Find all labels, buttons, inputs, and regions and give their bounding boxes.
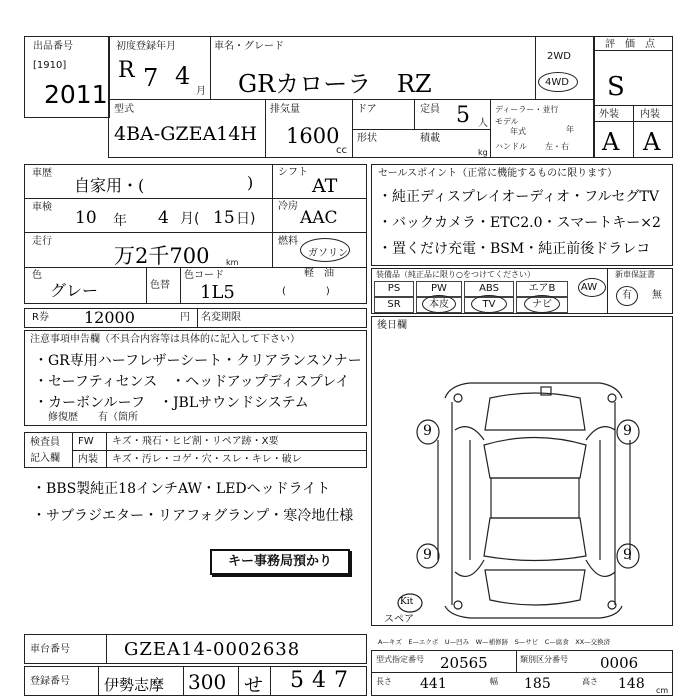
reg-label: 登録番号: [30, 676, 70, 687]
capacity-value: 5: [456, 103, 470, 128]
reg-class: 300: [188, 670, 227, 694]
shift-label: シフト: [278, 167, 308, 178]
remarks-in-items: キズ・汚レ・コゲ・穴・スレ・キレ・破レ: [112, 454, 302, 465]
score-label: 評価点: [605, 39, 665, 50]
interior-value: A: [643, 128, 661, 156]
damage-legend: A—キズ E—エクボ U—凹み W—補修跡 S—サビ C—腐食 XX—交換済: [378, 638, 611, 646]
fuel-paren: ( ): [282, 286, 330, 297]
notes-line-1: ・GR専用ハーフレザーシート・クリアランスソナー: [34, 353, 362, 369]
equip-sr: SR: [374, 297, 414, 313]
length-label: 長さ: [376, 677, 392, 686]
load-label: 積載: [420, 133, 440, 144]
equip-tv-circle: [471, 295, 507, 313]
recycle-value: 12000: [84, 308, 135, 327]
back-area-box: [371, 316, 673, 626]
mileage-label: 走行: [32, 236, 52, 247]
spare-value: Kit: [400, 597, 414, 607]
fuel-gasoline: ガソリン: [308, 248, 348, 259]
equip-leather: 本皮: [416, 297, 462, 313]
model-value: 4BA-GZEA14H: [114, 123, 257, 145]
lot-number: 2011: [44, 80, 108, 109]
notes-label: 注意事項申告欄（不具合内容等は具体的に記入して下さい）: [30, 334, 300, 345]
sales-point-line-2: ・バックカメラ・ETC2.0・スマートキー×2: [378, 215, 661, 231]
equip-aw-circle: [578, 278, 606, 297]
drive-4wd: 4WD: [545, 77, 569, 88]
mileage-value: 万2千700: [114, 244, 210, 268]
reg-number: 547: [290, 668, 356, 693]
drive-2wd: 2WD: [547, 51, 571, 62]
lot-label: 出品番号: [33, 41, 73, 52]
width-value: 185: [524, 676, 551, 692]
height-label: 高さ: [582, 677, 598, 686]
model-year-label-2: 年式: [510, 127, 526, 136]
width-label: 幅: [490, 677, 498, 686]
displacement-value: 1600: [286, 124, 340, 148]
tire-rear-right: 9: [623, 547, 632, 563]
new-warranty-label: 新車保証書: [615, 270, 655, 279]
ac-label: 冷房: [278, 201, 298, 212]
inspection-year-unit: 年: [113, 213, 127, 229]
inspection-label: 車検: [32, 202, 52, 213]
equip-navi-circle: [524, 295, 560, 313]
warranty-with-circle: [616, 286, 638, 306]
history-close: ): [247, 173, 254, 192]
equip-aw: AW: [580, 282, 598, 293]
color-change-label: 色替: [150, 280, 170, 291]
tire-rear-left: 9: [423, 547, 432, 563]
handle-label: ハンドル: [495, 142, 527, 151]
score-value: S: [607, 72, 625, 102]
type-spec-value: 20565: [440, 654, 488, 672]
type-cat-label: 類別区分番号: [520, 655, 568, 664]
notes-line-2: ・セーフティセンス ・ヘッドアップディスプレイ: [34, 374, 350, 390]
model-year-label-1: モデル: [495, 117, 519, 126]
length-value: 441: [420, 676, 447, 692]
shape-label: 形状: [357, 133, 377, 144]
color-value: グレー: [50, 281, 99, 300]
dealer-label: ディーラー・並行: [495, 105, 559, 114]
warranty-with: 有: [622, 290, 632, 301]
exterior-label: 外装: [599, 109, 619, 120]
first-reg-month: 4: [175, 62, 191, 90]
fuel-label: 燃料: [278, 236, 298, 247]
equip-tv: TV: [464, 297, 514, 313]
inspection-month: 4: [158, 208, 169, 228]
recycle-status: 名変期限: [201, 312, 241, 323]
color-code-value: 1L5: [200, 282, 235, 303]
equip-pw: PW: [416, 281, 462, 297]
recycle-label: R券: [32, 312, 49, 323]
inspection-day: 15: [213, 208, 235, 228]
chassis-label: 車台番号: [30, 644, 70, 655]
capacity-label: 定員: [420, 104, 440, 115]
interior-label: 内装: [640, 109, 660, 120]
equip-leather-circle: [422, 295, 456, 313]
history-label: 車歴: [32, 168, 52, 179]
notes-repair: 修復歴 有（箇所: [48, 412, 138, 423]
height-value: 148: [618, 676, 645, 692]
shift-value: AT: [312, 175, 338, 197]
color-label: 色: [32, 270, 42, 281]
first-reg-year: 7: [143, 64, 159, 92]
first-reg-era: R: [118, 58, 135, 83]
color-code-label: 色コード: [184, 270, 224, 281]
sales-points-label: セールスポイント（正常に機能するものに限ります）: [378, 168, 618, 179]
model-year-unit: 年: [566, 125, 574, 134]
first-reg-label: 初度登録年月: [116, 41, 176, 52]
fuel-selected-circle: [300, 238, 350, 262]
exterior-value: A: [602, 128, 620, 156]
remarks-fw-items: キズ・飛石・ヒビ割・リペア跡・X要: [112, 436, 279, 447]
displacement-unit: cc: [336, 145, 347, 156]
notes-line-3: ・カーボンルーフ ・JBLサウンドシステム: [34, 395, 309, 411]
history-value: 自家用・(: [74, 176, 145, 195]
type-spec-label: 型式指定番号: [376, 655, 424, 664]
remarks-label-1: 検査員: [30, 437, 60, 448]
remarks-fw: FW: [78, 436, 94, 447]
equip-ps: PS: [374, 281, 414, 297]
ac-value: AAC: [300, 208, 338, 228]
remarks-label-2: 記入欄: [30, 453, 60, 464]
inspection-day-unit: 日): [236, 211, 256, 227]
equip-abs: ABS: [464, 281, 514, 297]
tire-front-left: 9: [423, 423, 432, 439]
sales-point-line-3: ・置くだけ充電・BSM・純正前後ドラレコ: [378, 241, 651, 257]
sales-point-line-1: ・純正ディスプレイオーディオ・フルセグTV: [378, 189, 659, 205]
tire-front-right: 9: [623, 423, 632, 439]
inspection-year: 10: [75, 208, 97, 228]
dims-unit: cm: [656, 686, 669, 695]
reg-region: 伊勢志摩: [104, 676, 165, 694]
inspection-month-unit: 月(: [180, 211, 200, 227]
car-name-label: 車名・グレード: [214, 41, 284, 52]
extras-line-1: ・BBS製純正18インチAW・LEDヘッドライト: [32, 481, 331, 497]
displacement-label: 排気量: [270, 104, 300, 115]
spare-label: スペア: [384, 614, 414, 625]
extras-line-2: ・サブラジエター・リアフォグランプ・寒冷地仕様: [32, 508, 354, 524]
equip-airbag: エアB: [516, 281, 568, 297]
fuel-diesel: 軽 油: [304, 268, 334, 279]
recycle-box: [24, 308, 367, 328]
lot-code: [1910]: [33, 60, 67, 71]
remarks-in: 内装: [78, 454, 98, 465]
capacity-unit: 人: [478, 118, 488, 129]
equip-navi: ナビ: [516, 297, 568, 313]
model-label: 型式: [114, 104, 134, 115]
doors-label: ドア: [357, 104, 377, 115]
first-reg-month-unit: 月: [196, 86, 206, 97]
warranty-without: 無: [652, 290, 662, 301]
type-cat-value: 0006: [600, 654, 639, 672]
recycle-unit: 円: [180, 312, 190, 323]
car-name-value: GRカローラ RZ: [238, 70, 432, 98]
mileage-unit: km: [226, 258, 239, 267]
back-area-label: 後日欄: [377, 320, 407, 331]
load-unit: kg: [478, 148, 488, 157]
chassis-value: GZEA14-0002638: [124, 639, 301, 660]
reg-kana: せ: [244, 674, 264, 696]
key-stamp: キー事務局預かり: [210, 549, 350, 575]
handle-value: 左・右: [545, 142, 569, 151]
equipment-label: 装備品（純正品に限り○をつけてください）: [376, 270, 535, 279]
